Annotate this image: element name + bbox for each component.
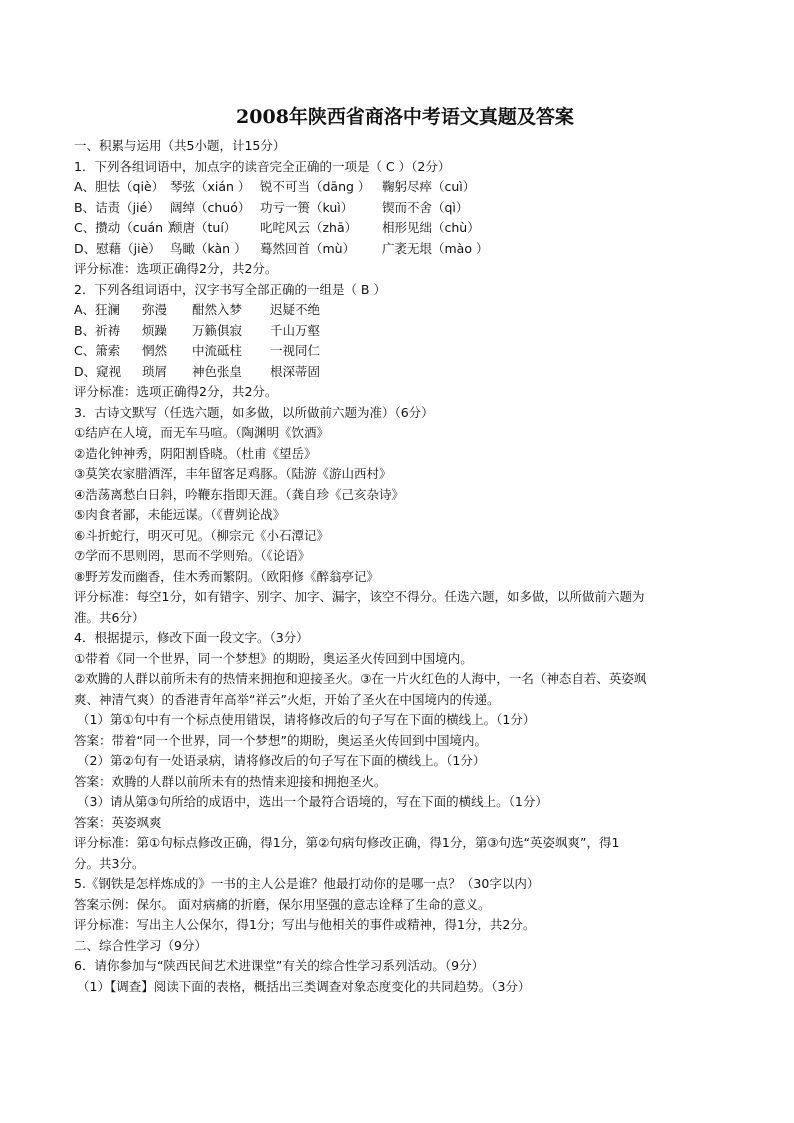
option-row: A、狂澜 弥漫 酣然入梦 迟疑不绝: [74, 302, 321, 317]
scoring-note: 评分标准：选项正确得2分，共2分。: [74, 384, 278, 399]
poem-line: ②造化钟神秀，阴阳割昏晓。（杜甫《望岳》: [74, 445, 317, 461]
passage-line: ②欢腾的人群以前所未有的热情来拥抱和迎接圣火。③在一片火红色的人海中，一名（神态自若、英姿飒: [74, 671, 647, 686]
passage-line: ①带着《同一个世界，同一个梦想》的期盼，奥运圣火传回到中国境内。: [74, 650, 473, 666]
passage-line: 爽、神清气爽）的香港青年高举“祥云”火炬，开始了圣火在中国境内的传递。: [74, 691, 500, 707]
answer-line: 答案：欢腾的人群以前所未有的热情来迎接和拥抱圣火。: [74, 773, 387, 789]
poem-line: ⑧野芳发而幽香，佳木秀而繁阴。（欧阳修《醉翁亭记》: [74, 568, 379, 584]
poem-line: ⑦学而不思则罔，思而不学则殆。（《论语》: [74, 548, 311, 563]
option-row: D、窥视 琐屑 神色张皇 根深蒂固: [74, 363, 321, 379]
question-stem: 5.《钢铁是怎样炼成的》一书的主人公是谁？他最打动你的是哪一点？（30字以内）: [74, 876, 540, 891]
page-title: 2008年陕西省商洛中考语文真题及答案: [236, 106, 574, 128]
question-stem: 1．下列各组词语中，加点字的读音完全正确的一项是（ C ）（2分）: [74, 158, 451, 174]
poem-line: ①结庐在人境，而无车马喧。（陶渊明《饮酒》: [74, 425, 329, 440]
option-row: B、诘责（jié） 阔绰（chuó） 功亏一篑（kuì） 锲而不舍（qì）: [74, 199, 469, 215]
scoring-note: 评分标准：选项正确得2分，共2分。: [74, 261, 278, 276]
scoring-note: 评分标准：每空1分，如有错字、别字、加字、漏字，该空不得分。任选六题，如多做，以所做前六题为: [74, 589, 645, 604]
option-row: D、慰藉（jiè） 鸟瞰（kàn ） 蓦然回首（mù） 广袤无垠（mào ）: [74, 240, 489, 256]
section-heading: 二、综合性学习（9分）: [74, 937, 207, 953]
poem-line: ④浩荡离愁白日斜，吟鞭东指即天涯。（龚自珍《己亥杂诗》: [74, 486, 404, 502]
poem-line: ⑥斗折蛇行，明灭可见。（柳宗元《小石潭记》: [74, 527, 329, 543]
option-row: B、祈祷 烦躁 万籁俱寂 千山万壑: [74, 322, 321, 338]
scoring-note-cont: 准。共6分）: [74, 609, 145, 625]
option-row: C、箫索 惘然 中流砥柱 一视同仁: [74, 343, 321, 358]
section-heading: 一、积累与运用（共5小题，计15分）: [74, 138, 286, 153]
question-stem: 6．请你参加与“陕西民间艺术进课堂”有关的综合性学习系列活动。（9分）: [74, 958, 485, 973]
poem-line: ③莫笑农家腊酒浑，丰年留客足鸡豚。（陆游《游山西村》: [74, 466, 392, 481]
answer-line: 答案示例：保尔。 面对病痛的折磨，保尔用坚强的意志诠释了生命的意义。: [74, 896, 491, 912]
question-stem: 4．根据提示，修改下面一段文字。（3分）: [74, 630, 309, 645]
sub-question: （1）第①句中有一个标点使用错误，请将修改后的句子写在下面的横线上。（1分）: [77, 712, 536, 727]
question-stem: 3．古诗文默写（任选六题，如多做，以所做前六题为准）（6分）: [74, 404, 434, 420]
sub-question: （3）请从第③句所给的成语中，选出一个最符合语境的，写在下面的横线上。（1分）: [77, 794, 548, 809]
option-row: C、攒动（cuán ） 颓唐（tuí） 叱咤风云（zhā） 相形见绌（chù）: [74, 220, 480, 235]
option-row: A、胆怯（qiè） 琴弦（xián ） 锐不可当（dāng ） 鞠躬尽瘁（cuì）: [74, 179, 476, 194]
answer-line: 答案：带着“同一个世界，同一个梦想”的期盼，奥运圣火传回到中国境内。: [74, 732, 487, 748]
question-stem: 2．下列各组词语中，汉字书写全部正确的一组是（ B ）: [74, 281, 386, 297]
scoring-note: 评分标准：第①句标点修改正确，得1分，第②句病句修改正确，得1分，第③句选“英姿飒爽”，得1: [74, 835, 620, 850]
poem-line: ⑤肉食者鄙，未能远谋。（《曹刿论战》: [74, 507, 286, 522]
sub-question: （2）第②句有一处语录病，请将修改后的句子写在下面的横线上。（1分）: [77, 753, 486, 768]
scoring-note-cont: 分。共3分。: [74, 855, 145, 871]
answer-line: 答案：英姿飒爽: [74, 814, 162, 830]
sub-question: （1）【调查】阅读下面的表格，概括出三类调查对象态度变化的共同趋势。（3分）: [77, 978, 531, 994]
scoring-note: 评分标准：写出主人公保尔，得1分；写出与他相关的事件或精神，得1分，共2分。: [74, 917, 536, 932]
